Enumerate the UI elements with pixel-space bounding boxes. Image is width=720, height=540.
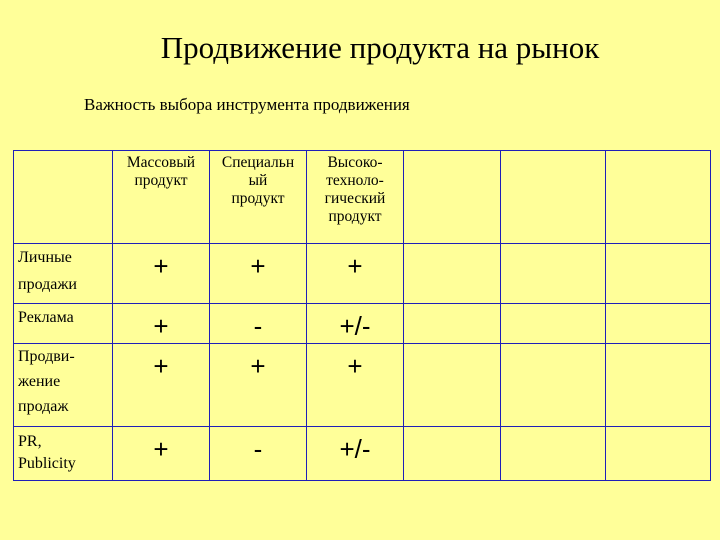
value-cell: - xyxy=(210,304,307,344)
row-label-personal-sales: Личные продажи xyxy=(14,244,113,304)
value-cell: + xyxy=(113,244,210,304)
table-row-personal-sales xyxy=(14,244,711,304)
value-cell: + xyxy=(113,427,210,481)
value-cell: + xyxy=(307,344,404,427)
empty-cell xyxy=(501,427,606,481)
value-cell: +/- xyxy=(307,304,404,344)
value-cell: - xyxy=(210,427,307,481)
empty-cell xyxy=(606,151,711,244)
empty-cell xyxy=(501,244,606,304)
empty-cell xyxy=(501,151,606,244)
value-cell: + xyxy=(113,304,210,344)
value-cell: + xyxy=(113,344,210,427)
slide-title: Продвижение продукта на рынок xyxy=(160,30,600,65)
value-cell: +/- xyxy=(307,427,404,481)
promotion-table xyxy=(13,150,711,481)
empty-cell xyxy=(501,304,606,344)
empty-cell xyxy=(404,304,501,344)
value-cell: + xyxy=(307,244,404,304)
header-hightech-product: Высоко- техноло- гический продукт xyxy=(307,151,404,244)
header-mass-product: Массовый продукт xyxy=(113,151,210,244)
empty-cell xyxy=(404,244,501,304)
slide-subtitle: Важность выбора инструмента продвижения xyxy=(84,95,410,114)
empty-cell xyxy=(404,151,501,244)
table-row-pr-publicity xyxy=(14,427,711,481)
value-cell: + xyxy=(210,344,307,427)
header-corner-cell xyxy=(14,151,113,244)
table-row-advertising xyxy=(14,304,711,344)
empty-cell xyxy=(606,244,711,304)
header-special-product: Специальн ый продукт xyxy=(210,151,307,244)
header-row xyxy=(14,151,711,244)
row-label-pr-publicity: PR, Publicity xyxy=(14,427,113,481)
row-label-advertising: Реклама xyxy=(14,304,113,344)
empty-cell xyxy=(501,344,606,427)
empty-cell xyxy=(404,344,501,427)
empty-cell xyxy=(606,427,711,481)
row-label-sales-promotion: Продви- жение продаж xyxy=(14,344,113,427)
empty-cell xyxy=(606,304,711,344)
empty-cell xyxy=(606,344,711,427)
value-cell: + xyxy=(210,244,307,304)
table-row-sales-promotion xyxy=(14,344,711,427)
empty-cell xyxy=(404,427,501,481)
